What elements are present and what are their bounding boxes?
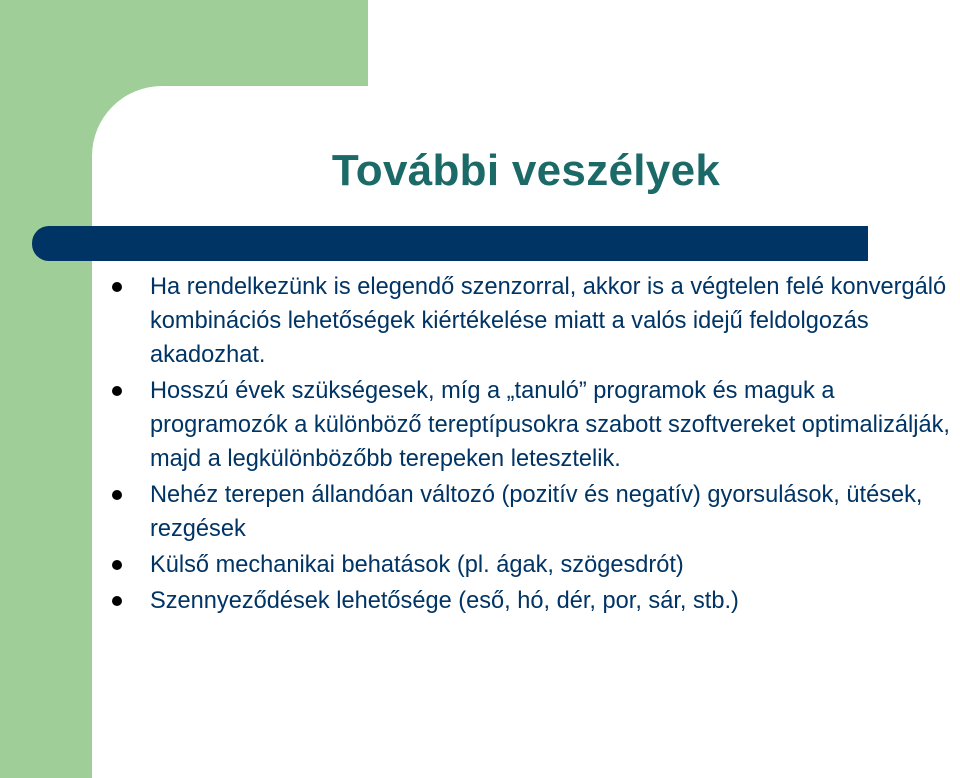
bullet-text: Szennyeződések lehetősége (eső, hó, dér, por, sár, stb.) (150, 588, 739, 614)
bullet-list (112, 270, 958, 620)
slide-title: További veszélyek (331, 146, 721, 195)
bullet-dot-icon (112, 386, 122, 396)
bullet-text: Ha rendelkezünk is elegendő szenzorral, akkor is a végtelen felé konvergáló kombinációs lehetőségek kiértékelése miatt a valós idejű feldolgozás akadozhat. (150, 274, 947, 368)
bullet-dot-icon (112, 596, 122, 606)
bullet-item (112, 548, 958, 582)
bullet-item (112, 270, 958, 372)
bullet-dot-icon (112, 490, 122, 500)
bullet-dot-icon (112, 560, 122, 570)
bullet-text: Hosszú évek szükségesek, míg a „tanuló” programok és maguk a programozók a különböző tereptípusokra szabott szoftvereket optimalizálják, majd a legkülönbözőbb terepeken letesztelik. (150, 378, 950, 472)
bullet-item (112, 478, 958, 546)
bullet-item (112, 584, 958, 618)
background-green-strip (0, 0, 92, 778)
bullet-item (112, 374, 958, 476)
bullet-dot-icon (112, 282, 122, 292)
bullet-text: Nehéz terepen állandóan változó (pozitív és negatív) gyorsulások, ütések, rezgések (150, 482, 923, 542)
title-underline-bar (32, 226, 868, 261)
bullet-text: Külső mechanikai behatások (pl. ágak, szögesdrót) (150, 552, 684, 578)
